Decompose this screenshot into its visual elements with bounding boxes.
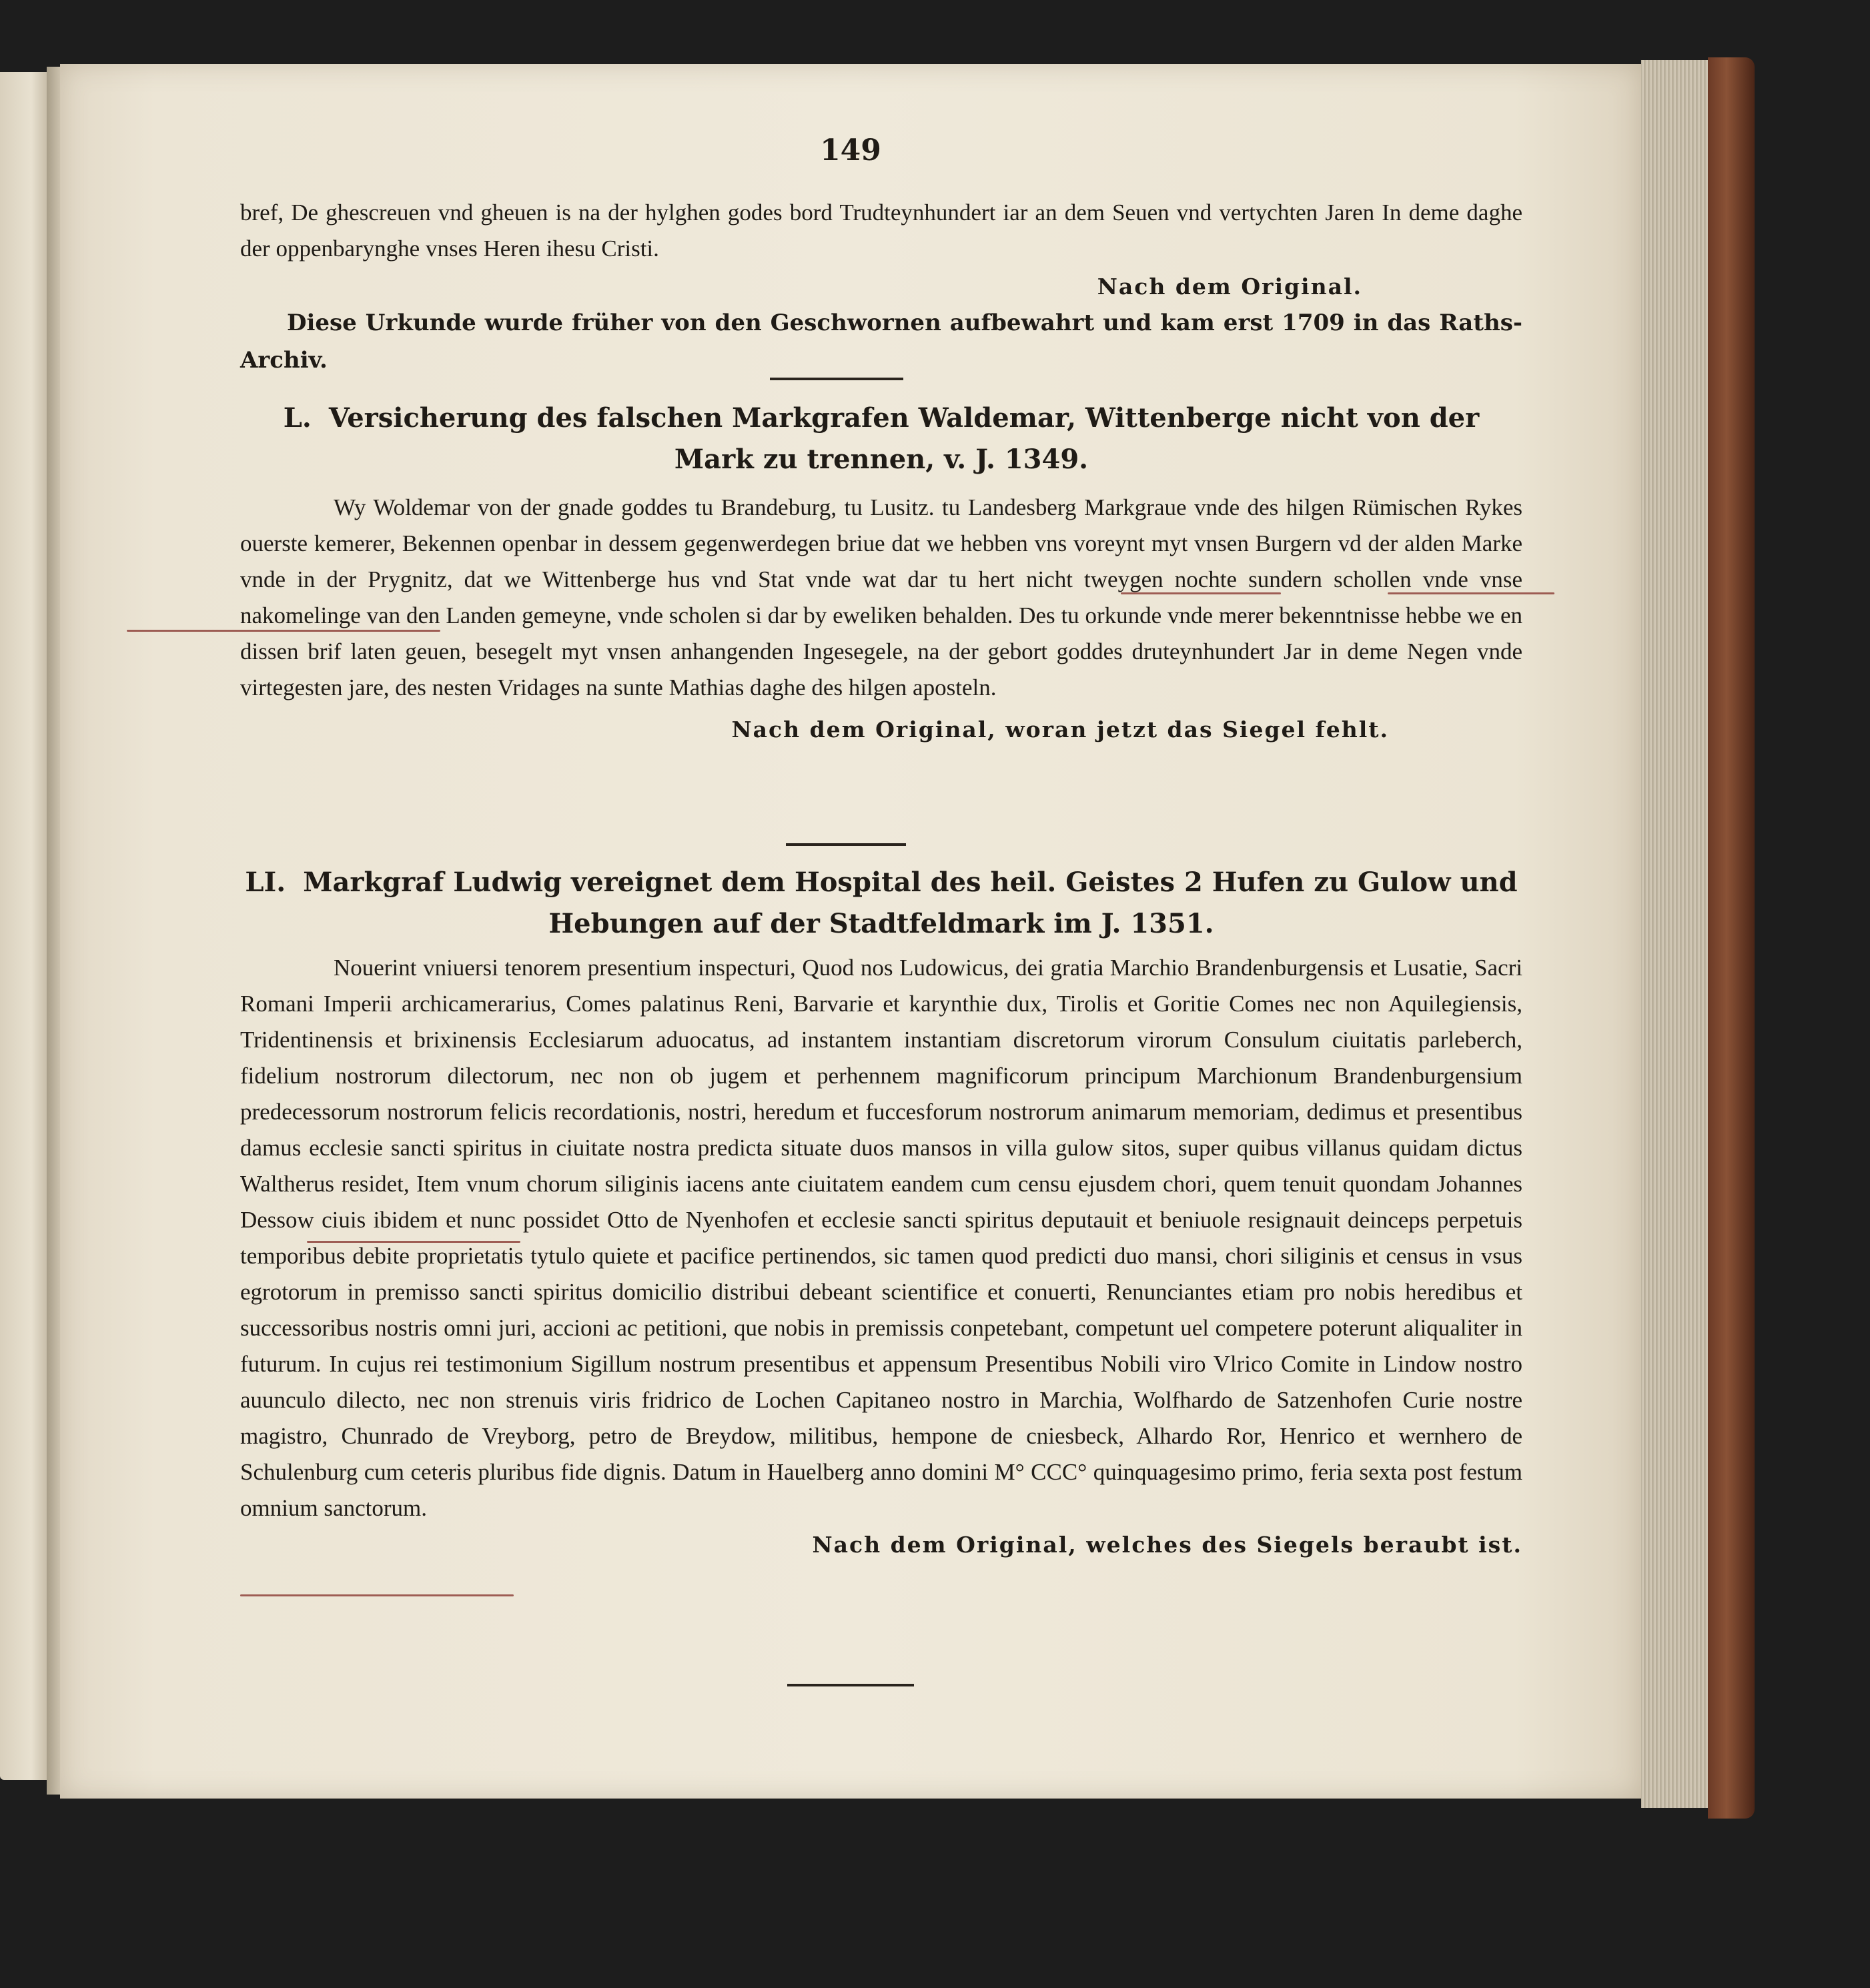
section-divider [786, 843, 906, 846]
pencil-underline [307, 1241, 520, 1243]
section-divider [770, 378, 903, 380]
document-l-title: Versicherung des falschen Markgrafen Waldemar, Wittenberge nicht von der Mark zu trennen, v. J. 1349. [328, 402, 1480, 475]
end-divider [787, 1684, 914, 1686]
document-l-source: Nach dem Original, woran jetzt das Siegel fehlt. [731, 716, 1389, 742]
archive-note: Diese Urkunde wurde früher von den Geschwornen aufbewahrt und kam erst 1709 in das Raths-Archiv. [240, 310, 1522, 374]
document-li-numeral: LI. [245, 867, 286, 898]
document-l-heading [240, 398, 1522, 480]
pencil-underline [1388, 592, 1554, 594]
facing-page-edge [0, 72, 52, 1780]
document-l-text: Wy Woldemar von der gnade goddes tu Brandeburg, tu Lusitz. tu Landesberg Markgraue vnde des hilgen Rümischen Rykes ouerste kemerer, Bekennen openbar in dessem gegenwerdegen briue dat we hebben vns voreynt myt vnsen Burgern vd der alden Marke vnde in der Prygnitz, dat we Wittenberge hus vnd Stat vnde wat dar tu hert nicht tweygen nochte sundern schollen vnde vnse nakomelinge van den Landen gemeyne, vnde scholen si dar by eweliken behalden. Des tu orkunde vnde merer bekenntnisse hebbe we en dissen brif laten geuen, besegelt myt vnsen anhangenden Ingesegele, na der gebort goddes druteynhundert Jar in deme Negen vnde virtegesten jare, des nesten Vridages na sunte Mathias daghe des hilgen aposteln. [240, 494, 1522, 700]
document-l-numeral: L. [283, 402, 312, 434]
page-number: 149 [820, 133, 881, 167]
document-li-title: Markgraf Ludwig vereignet dem Hospital des heil. Geistes 2 Hufen zu Gulow und Hebungen auf der Stadtfeldmark im J. 1351. [303, 867, 1518, 939]
pencil-underline [1121, 592, 1281, 594]
pencil-underline [240, 1594, 514, 1596]
document-li-heading [240, 862, 1522, 945]
carry-over-section [240, 195, 1522, 379]
carry-over-text: bref, De ghescreuen vnd gheuen is na der hylghen godes bord Trudteynhundert iar an dem Seuen vnd vertychten Jaren In deme daghe der oppenbarynghe vnses Heren ihesu Cristi. [240, 199, 1522, 262]
pencil-underline [127, 630, 440, 632]
document-li [240, 862, 1522, 1564]
document-l [240, 398, 1522, 749]
document-li-source: Nach dem Original, welches des Siegels beraubt ist. [812, 1532, 1522, 1558]
book-page [60, 64, 1641, 1799]
carry-over-source: Nach dem Original. [1097, 274, 1362, 300]
document-li-text: Nouerint vniuersi tenorem presentium inspecturi, Quod nos Ludowicus, dei gratia Marchio Brandenburgensis et Lusatie, Sacri Romani Imperii archicamerarius, Comes palatinus Reni, Barvarie et karynthie dux, Tirolis et Goritie Comes nec non Aquilegiensis, Tridentinensis et brixinensis Ecclesiarum aduocatus, ad instantem instantiam discretorum virorum Consulum ciuitatis parleberch, fidelium nostrorum dilectorum, nec non ob jugem et perhennem magnificorum principum Marchionum Brandenburgensium predecessorum nostrorum felicis recordationis, nostri, heredum et fuccesforum nostrorum animarum memoriam, dedimus et presentibus damus ecclesie sancti spiritus in ciuitate nostra predicta situate duos mansos in villa gulow sitos, super quibus villanus quidam dictus Waltherus residet, Item vnum chorum siliginis iacens ante ciuitatem eandem cum censu ejusdem chori, quem tenuit quondam Johannes Dessow ciuis ibidem et nunc possidet Otto de Nyenhofen et ecclesie sancti spiritus deputauit et beniuole resignauit deinceps perpetuis temporibus debite proprietatis tytulo quiete et pacifice pertinendos, sic tamen quod predicti duo mansi, chori siliginis et census in vsus egrotorum in premisso sancti spiritus domicilio distribui debeant scientifice et conuerti, Renunciantes etiam pro nobis heredibus et successoribus nostris omni juri, accioni ac petitioni, que nobis in premissis conpetebant, competunt uel competere poterunt aliqualiter in futurum. In cujus rei testimonium Sigillum nostrum presentibus et appensum Presentibus Nobili viro Vlrico Comite in Lindow nostro auunculo dilecto, nec non strenuis viris fridrico de Lochen Capitaneo nostro in Marchia, Wolfhardo de Satzenhofen Curie nostre magistro, Chunrado de Vreyborg, petro de Breydow, militibus, hempone de cniesbeck, Alhardo Ror, Henrico et wernhero de Schulenburg cum ceteris pluribus fide dignis. Datum in Hauelberg anno domini M° CCC° quinquagesimo primo, feria sexta post festum omnium sanctorum. [240, 955, 1522, 1521]
book-cover-edge [1708, 57, 1755, 1819]
